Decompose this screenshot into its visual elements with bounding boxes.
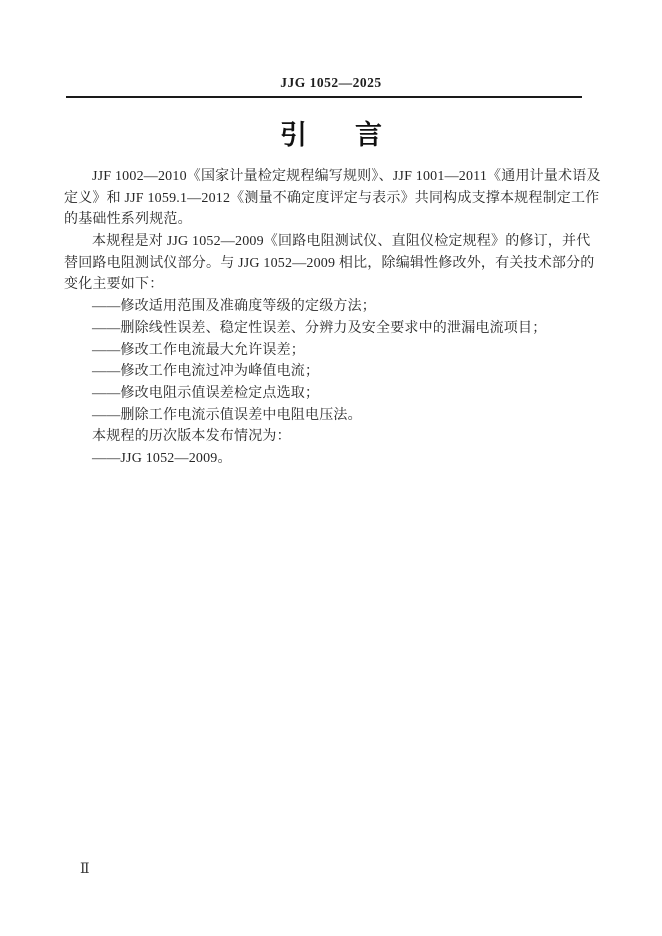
body-line: ——删除线性误差、稳定性误差、分辨力及安全要求中的泄漏电流项目； bbox=[92, 320, 547, 336]
page-title-char-1: 引 bbox=[280, 120, 307, 150]
page-title-char-2: 言 bbox=[355, 120, 382, 150]
page-title bbox=[0, 120, 662, 150]
body-line: 定义》和 JJF 1059.1—2012《测量不确定度评定与表示》共同构成支撑本规程制定工作 bbox=[64, 190, 600, 206]
body-line: ——修改适用范围及准确度等级的定级方法； bbox=[92, 299, 376, 315]
page-number: Ⅱ bbox=[80, 862, 90, 877]
body-line: 本规程是对 JJG 1052—2009《回路电阻测试仪、直阻仪检定规程》的修订，并代 bbox=[92, 234, 591, 250]
header-rule-divider bbox=[66, 96, 582, 98]
body-line: ——修改电阻示值误差检定点选取； bbox=[92, 385, 320, 401]
body-line: 变化主要如下： bbox=[64, 277, 164, 293]
body-text bbox=[64, 166, 601, 470]
body-line: ——修改工作电流过冲为峰值电流； bbox=[92, 364, 320, 380]
running-header: JJG 1052—2025 bbox=[280, 75, 382, 90]
body-line: 的基础性系列规范。 bbox=[64, 212, 192, 228]
body-line: 替回路电阻测试仪部分。与 JJG 1052—2009 相比，除编辑性修改外，有关技术部分的 bbox=[64, 255, 595, 271]
body-line: 本规程的历次版本发布情况为： bbox=[92, 429, 291, 445]
body-line: ——修改工作电流最大允许误差； bbox=[92, 342, 305, 358]
body-line: ——删除工作电流示值误差中电阻电压法。 bbox=[92, 407, 362, 423]
body-line: JJF 1002—2010《国家计量检定规程编写规则》、JJF 1001—2011《通用计量术语及 bbox=[92, 169, 601, 184]
body-line: ——JJG 1052—2009。 bbox=[92, 450, 232, 466]
